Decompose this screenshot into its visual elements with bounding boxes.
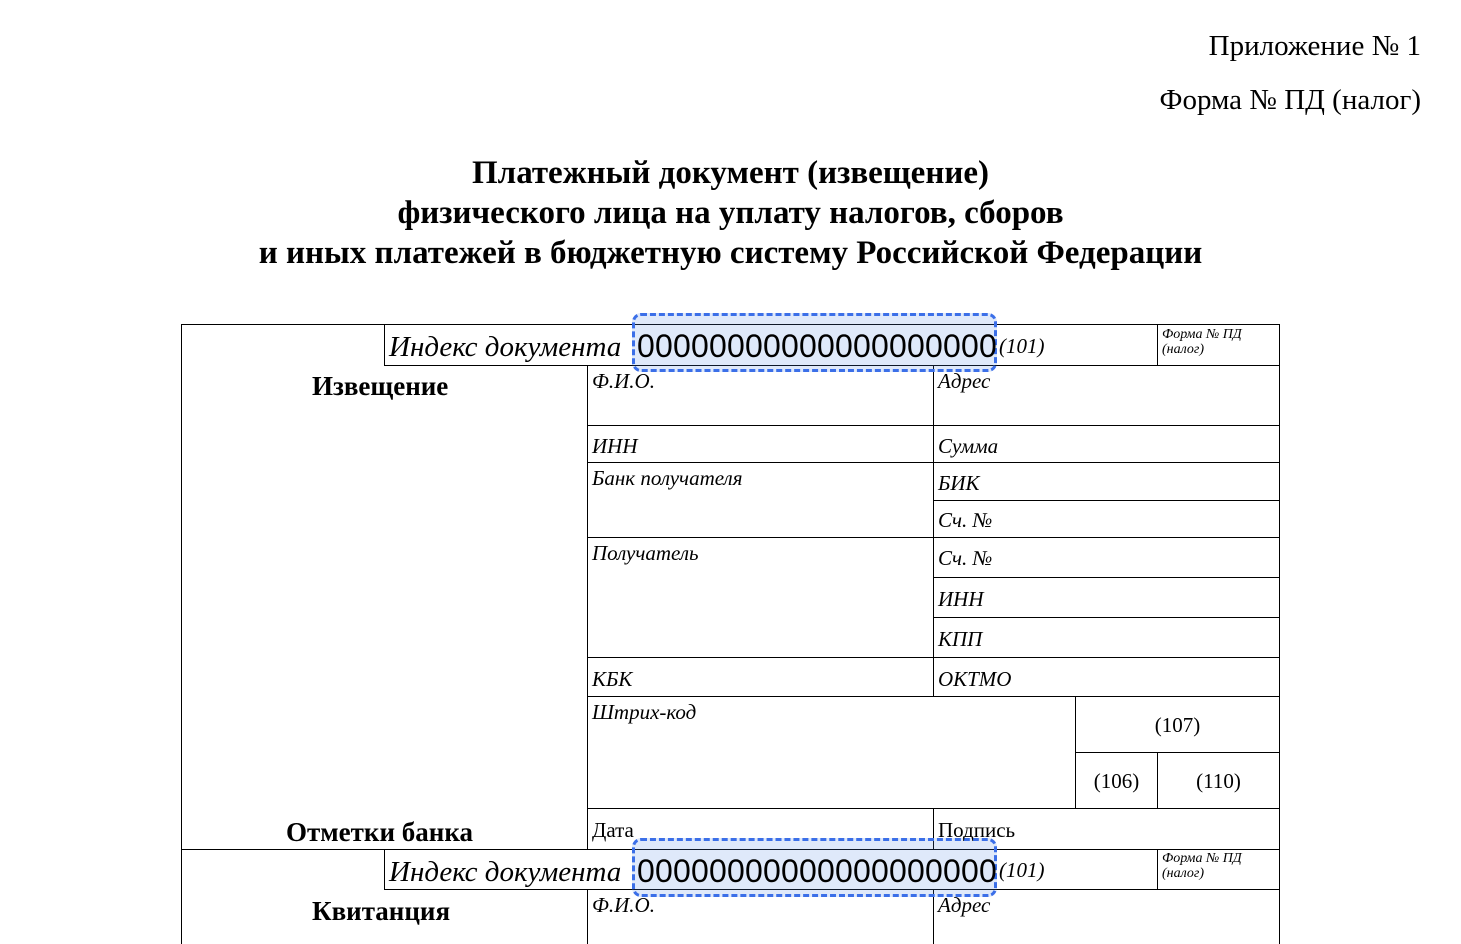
receipt-index-value: 00000000000000000000 [637, 853, 997, 889]
main-column-divider [587, 365, 588, 850]
receipt-form-cell-divider [1157, 849, 1158, 890]
sum-label: Сумма [938, 434, 999, 458]
code-110: (110) [1196, 769, 1241, 793]
address-label: Адрес [938, 369, 991, 393]
form-cell-divider [1157, 324, 1158, 366]
receipt-main-divider [587, 889, 588, 944]
recipient-label: Получатель [592, 541, 699, 565]
date-label: Дата [592, 818, 634, 842]
row-line [1075, 752, 1280, 753]
row-line [587, 808, 1280, 809]
title-line-3: и иных платежей в бюджетную систему Российской Федерации [258, 235, 1203, 271]
code-107: (107) [1154, 713, 1201, 737]
receipt-middle-divider [933, 889, 934, 944]
signature-label: Подпись [938, 818, 1016, 842]
account1-label: Сч. № [938, 508, 993, 532]
receipt-section-title: Квитанция [312, 896, 451, 926]
bank-label: Банк получателя [592, 466, 743, 490]
row-line [933, 617, 1280, 618]
recipient-inn-label: ИНН [938, 587, 984, 611]
oktmo-label: ОКТМО [938, 667, 1012, 691]
receipt-address-label: Адрес [938, 893, 991, 917]
inn-label: ИНН [592, 434, 638, 458]
title-line-2: физического лица на уплату налогов, сборов [397, 195, 1064, 231]
fio-label: Ф.И.О. [592, 369, 655, 393]
row-line [587, 462, 1280, 463]
form-label: Форма № ПД (налог) [1162, 327, 1242, 357]
title-line-1: Платежный документ (извещение) [472, 155, 989, 191]
table-right-border [1279, 324, 1280, 944]
form-name: Форма № ПД (налог) [1159, 84, 1421, 116]
row-line [587, 657, 1280, 658]
index-code: (101) [999, 334, 1045, 358]
row-line [587, 696, 1280, 697]
index-value: 00000000000000000000 [637, 328, 997, 364]
barcode-label: Штрих-код [592, 700, 697, 724]
notice-section-title: Извещение [312, 371, 449, 401]
bik-label: БИК [938, 471, 980, 495]
index-left-border [384, 324, 385, 366]
middle-column-divider [933, 365, 934, 697]
receipt-index-left-border [384, 849, 385, 890]
table-left-border [181, 324, 182, 944]
row-line [587, 425, 1280, 426]
row-line [587, 537, 1280, 538]
account2-label: Сч. № [938, 546, 993, 570]
receipt-fio-label: Ф.И.О. [592, 893, 655, 917]
receipt-index-code: (101) [999, 858, 1045, 882]
appendix-number: Приложение № 1 [1208, 30, 1421, 62]
kpp-label: КПП [938, 627, 983, 651]
code-106: (106) [1093, 769, 1140, 793]
receipt-index-label: Индекс документа [389, 856, 622, 888]
index-label: Индекс документа [389, 331, 622, 363]
row-line [933, 500, 1280, 501]
kbk-label: КБК [592, 667, 633, 691]
bank-marks-label: Отметки банка [286, 817, 473, 847]
row-line [933, 577, 1280, 578]
receipt-form-label: Форма № ПД (налог) [1162, 851, 1242, 881]
